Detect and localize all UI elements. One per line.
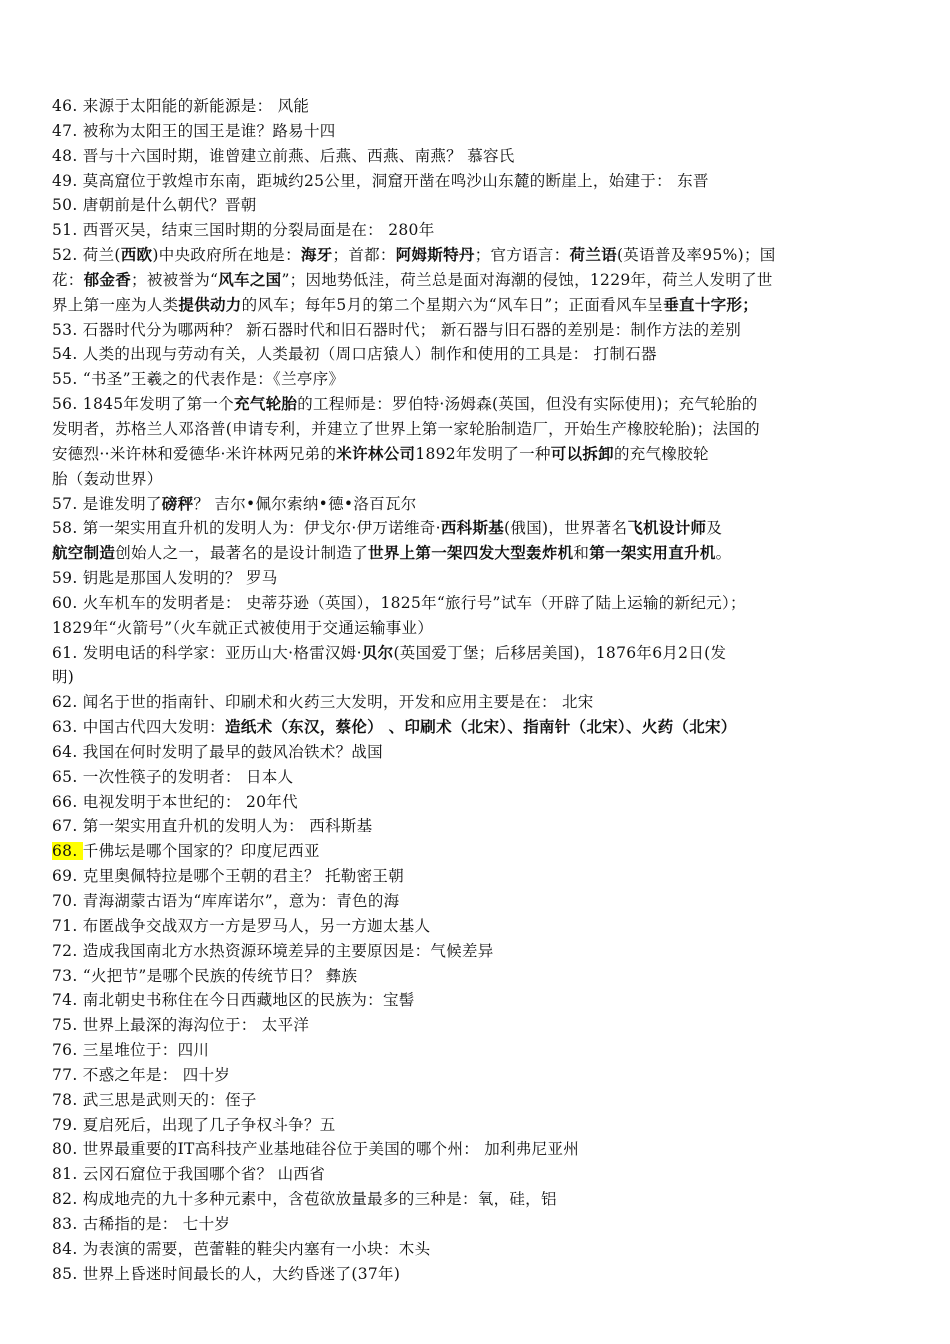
- list-item-continuation: 界上第一座为人类提供动力的风车；每年5月的第二个星期六为“风车日”；正面看风车呈垂直十字形；: [52, 295, 759, 314]
- list-item: 60. 火车机车的发明者是： 史蒂芬逊（英国），1825年“旅行号”试车（开辟了陆上运输的新纪元）；: [52, 593, 746, 612]
- list-item: 73. “火把节”是哪个民族的传统节日？ 彝族: [52, 966, 358, 985]
- list-item: 64. 我国在何时发明了最早的鼓风冶铁术？战国: [52, 742, 383, 761]
- list-item: 50. 唐朝前是什么朝代？晋朝: [52, 196, 257, 215]
- list-item: 83. 古稀指的是： 七十岁: [52, 1214, 231, 1233]
- list-item: 48. 晋与十六国时期，谁曾建立前燕、后燕、西燕、南燕？ 慕容氏: [52, 146, 515, 165]
- list-item: 54. 人类的出现与劳动有关，人类最初（周口店猿人）制作和使用的工具是： 打制石器: [52, 345, 657, 364]
- list-item: 55. “书圣”王羲之的代表作是：《兰亭序》: [52, 370, 345, 389]
- list-item: 71. 布匿战争交战双方一方是罗马人，另一方迦太基人: [52, 916, 431, 935]
- list-item: 84. 为表演的需要，芭蕾鞋的鞋尖内塞有一小块：木头: [52, 1239, 431, 1258]
- list-item: 82. 构成地壳的九十多种元素中，含苞欲放量最多的三种是：氧，硅，铝: [52, 1190, 557, 1209]
- list-item: 72. 造成我国南北方水热资源环境差异的主要原因是：气候差异: [52, 941, 494, 960]
- list-item: 77. 不惑之年是： 四十岁: [52, 1065, 231, 1084]
- list-item: 79. 夏启死后，出现了几子争权斗争？五: [52, 1115, 336, 1134]
- list-item: 56. 1845年发明了第一个充气轮胎的工程师是：罗伯特·汤姆森(英国，但没有实际使用)；充气轮胎的: [52, 395, 758, 414]
- list-item: 67. 第一架实用直升机的发明人为： 西科斯基: [52, 817, 373, 836]
- list-item-continuation: 1829年“火箭号”（火车就正式被使用于交通运输事业）: [52, 618, 434, 637]
- list-item-continuation: 胎（轰动世界）: [52, 469, 163, 488]
- list-item: 85. 世界上昏迷时间最长的人，大约昏迷了(37年): [52, 1264, 401, 1283]
- list-item: 74. 南北朝史书称住在今日西藏地区的民族为：宝髻: [52, 991, 415, 1010]
- list-item: 58. 第一架实用直升机的发明人为：伊戈尔·伊万诺维奇·西科斯基(俄国)，世界著名飞机设计师及: [52, 519, 723, 538]
- list-item-continuation: 安德烈··米许林和爱德华·米许林两兄弟的米许林公司1892年发明了一种可以拆卸的充气橡胶轮: [52, 444, 709, 463]
- list-item: 76. 三星堆位于：四川: [52, 1041, 210, 1060]
- list-item: 78. 武三思是武则天的：侄子: [52, 1090, 257, 1109]
- list-item: 62. 闻名于世的指南针、印刷术和火药三大发明，开发和应用主要是在： 北宋: [52, 693, 594, 712]
- list-item: 59. 钥匙是那国人发明的？ 罗马: [52, 569, 278, 588]
- list-item: 46. 来源于太阳能的新能源是： 风能: [52, 97, 310, 115]
- list-item: 53. 石器时代分为哪两种？ 新石器时代和旧石器时代； 新石器与旧石器的差别是：制作方法的差别: [52, 320, 742, 339]
- list-item: 75. 世界上最深的海沟位于： 太平洋: [52, 1016, 310, 1035]
- list-item: 63. 中国古代四大发明：造纸术（东汉，蔡伦） 、印刷术（北宋）、指南针（北宋）、火药（北宋）: [52, 718, 737, 737]
- list-item: 69. 克里奥佩特拉是哪个王朝的君主？ 托勒密王朝: [52, 867, 405, 886]
- list-item: 68. 千佛坛是哪个国家的？印度尼西亚: [52, 842, 320, 861]
- list-item: 80. 世界最重要的IT高科技产业基地硅谷位于美国的哪个州： 加利弗尼亚州: [52, 1140, 580, 1159]
- highlighted-number: 68.: [52, 842, 83, 861]
- list-item: 61. 发明电话的科学家：亚历山大·格雷汉姆·贝尔(英国爱丁堡；后移居美国)，1876年6月2日(发: [52, 643, 727, 662]
- list-item: 65. 一次性筷子的发明者： 日本人: [52, 767, 294, 786]
- list-item-continuation: 花：郁金香；被被誉为“风车之国”；因地势低洼，荷兰总是面对海潮的侵蚀，1229年，荷兰人发明了世: [52, 270, 773, 289]
- list-item: 52. 荷兰(西欧)中央政府所在地是：海牙；首都：阿姆斯特丹；官方语言：荷兰语(英语普及率95%)；国: [52, 246, 776, 265]
- list-item-continuation: 发明者，苏格兰人邓洛普(申请专利，并建立了世界上第一家轮胎制造厂，开始生产橡胶轮胎)；法国的: [52, 419, 760, 438]
- list-item: 47. 被称为太阳王的国王是谁？路易十四: [52, 121, 336, 140]
- list-item: 81. 云冈石窟位于我国哪个省？ 山西省: [52, 1165, 326, 1184]
- list-item: 49. 莫高窟位于敦煌市东南，距城约25公里，洞窟开凿在鸣沙山东麓的断崖上，始建于： 东晋: [52, 171, 709, 190]
- list-item: 70. 青海湖蒙古语为“库库诺尔”，意为：青色的海: [52, 892, 400, 910]
- list-item: 66. 电视发明于本世纪的： 20年代: [52, 792, 298, 811]
- list-item: 57. 是谁发明了磅秤？ 吉尔•佩尔索纳•德•洛百瓦尔: [52, 494, 417, 513]
- list-item-continuation: 航空制造创始人之一，最著名的是设计制造了世界上第一架四发大型轰炸机和第一架实用直升机。: [52, 544, 732, 563]
- list-item-continuation: 明): [52, 668, 75, 687]
- list-item: 51. 西晋灭吴，结束三国时期的分裂局面是在： 280年: [52, 221, 435, 240]
